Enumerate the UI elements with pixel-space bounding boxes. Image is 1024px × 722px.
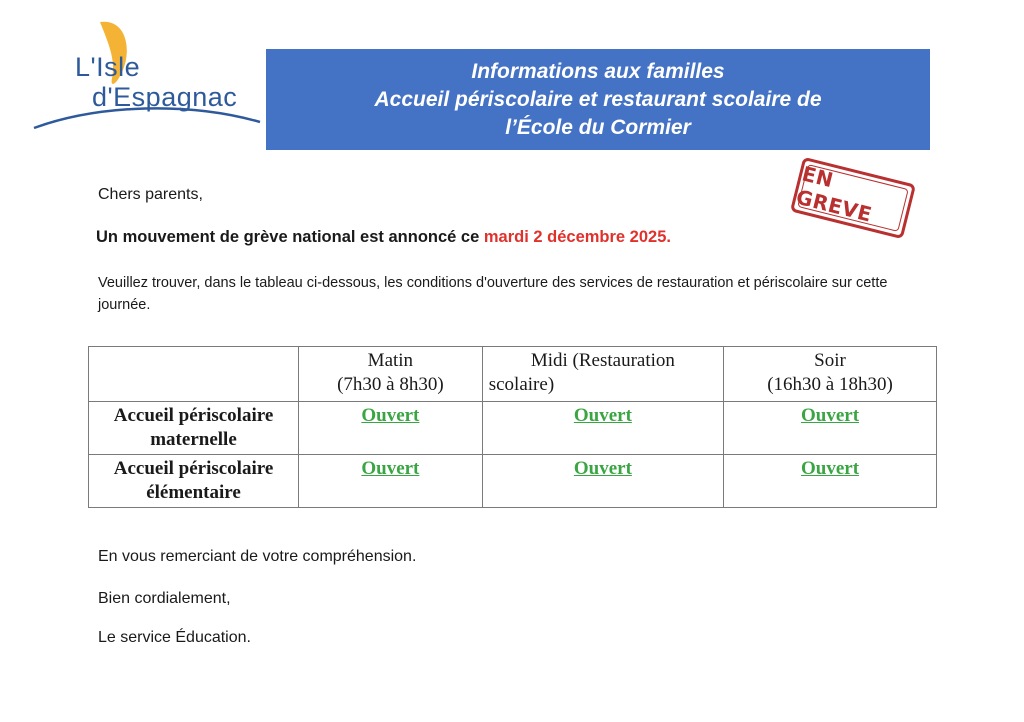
row-header-line2: élémentaire	[146, 482, 241, 503]
strike-date: mardi 2 décembre 2025.	[483, 228, 671, 246]
announcement	[96, 228, 671, 247]
greeting: Chers parents,	[98, 186, 203, 203]
stamp-text: EN GREVE	[793, 161, 875, 227]
row-header-elementaire	[89, 455, 299, 508]
status-cell: Ouvert	[299, 455, 483, 508]
closing-regards: Bien cordialement,	[98, 590, 231, 607]
closing-thanks: En vous remerciant de votre compréhension.	[98, 548, 417, 565]
signature: Le service Éducation.	[98, 629, 251, 646]
column-header-line1: Matin	[367, 350, 414, 371]
logo-mark-icon	[30, 18, 265, 133]
logo	[30, 18, 265, 133]
status-cell: Ouvert	[482, 402, 723, 455]
banner-line1: Informations aux familles	[471, 59, 725, 83]
banner-line2: Accueil périscolaire et restaurant scolaire de	[374, 87, 822, 111]
logo-line2: d'Espagnac	[92, 82, 238, 112]
table-corner-cell	[89, 347, 299, 402]
services-table	[88, 346, 937, 508]
column-header-line1: Soir	[814, 350, 846, 371]
table-header-row	[89, 347, 937, 402]
column-header-matin	[299, 347, 483, 402]
column-header-line2: scolaire)	[488, 374, 555, 395]
announcement-text: Un mouvement de grève national est annoncé ce	[96, 228, 484, 246]
row-header-line2: maternelle	[150, 429, 237, 450]
row-header-line1: Accueil périscolaire	[113, 405, 274, 426]
table-row	[89, 455, 937, 508]
status-cell: Ouvert	[299, 402, 483, 455]
column-header-midi	[482, 347, 723, 402]
intro-paragraph: Veuillez trouver, dans le tableau ci-dessous, les conditions d'ouverture des services de restauration et périscolaire sur cette journée.	[98, 275, 888, 313]
status-cell: Ouvert	[482, 455, 723, 508]
column-header-line2: (16h30 à 18h30)	[767, 374, 893, 395]
logo-line1: L'Isle	[75, 52, 141, 82]
column-header-line1: Midi (Restauration	[530, 350, 675, 371]
column-header-soir	[724, 347, 937, 402]
row-header-line1: Accueil périscolaire	[113, 458, 274, 479]
table-row	[89, 402, 937, 455]
status-cell: Ouvert	[724, 455, 937, 508]
title-banner	[266, 49, 930, 150]
column-header-line2: (7h30 à 8h30)	[337, 374, 444, 395]
banner-line3: l’École du Cormier	[505, 115, 691, 139]
row-header-maternelle	[89, 402, 299, 455]
strike-stamp	[790, 157, 916, 239]
status-cell: Ouvert	[724, 402, 937, 455]
